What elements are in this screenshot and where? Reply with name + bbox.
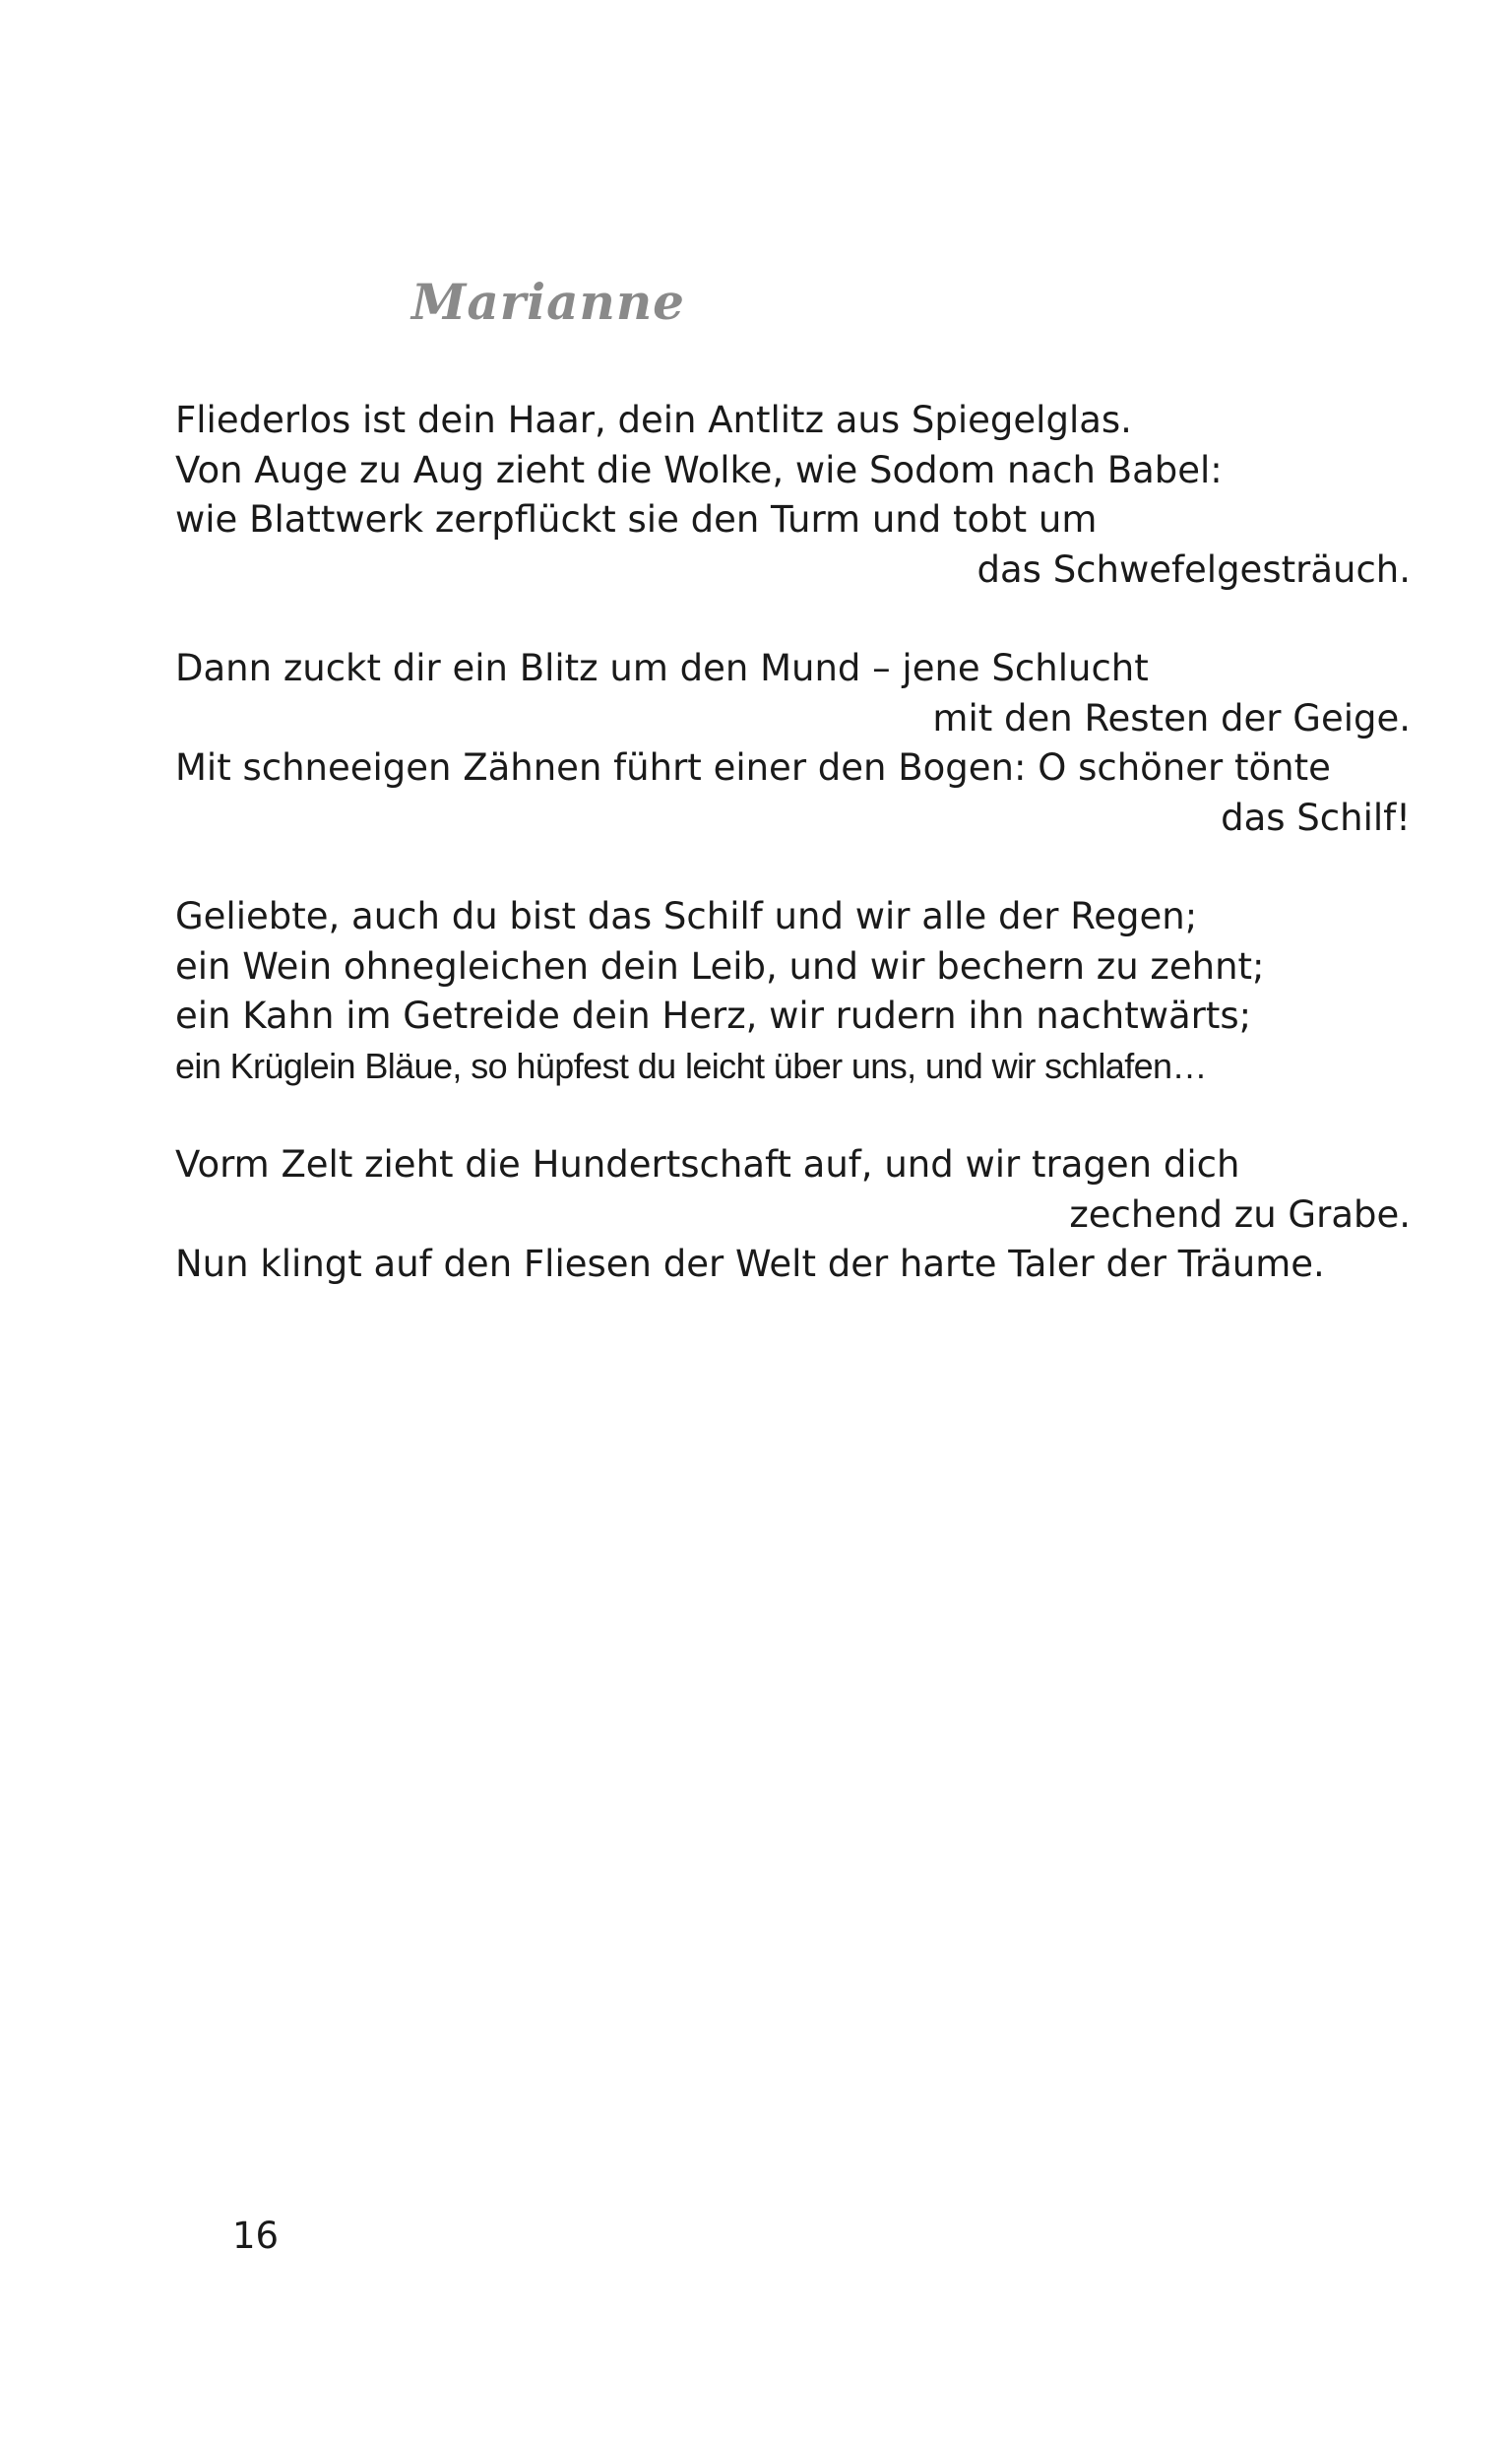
poem-line: ein Krüglein Bläue, so hüpfest du leicht über uns, und wir schlafen… [175,1045,1207,1086]
poem-line: Fliederlos ist dein Haar, dein Antlitz aus Spiegelglas. [175,399,1132,441]
poem-body [175,396,1411,1339]
poem-line-continuation: mit den Resten der Geige. [932,696,1411,739]
poem-line-continuation: das Schwefelgesträuch. [976,547,1411,591]
poem-line: Mit schneeigen Zähnen führt einer den Bogen: O schöner tönte [175,746,1331,789]
poem-title: Marianne [411,273,685,331]
poem-line-continuation: zechend zu Grabe. [1069,1192,1411,1236]
poem-line: Geliebte, auch du bist das Schilf und wir alle der Regen; [175,895,1198,937]
poem-line: Vorm Zelt zieht die Hundertschaft auf, und wir tragen dich [175,1143,1240,1186]
page-number: 16 [232,2215,280,2257]
stanza-1 [175,396,1411,595]
stanza-4 [175,1140,1411,1290]
poem-line: Dann zuckt dir ein Blitz um den Mund – jene Schlucht [175,647,1149,689]
stanza-2 [175,644,1411,843]
poem-line: ein Kahn im Getreide dein Herz, wir rudern ihn nachtwärts; [175,995,1252,1037]
poem-line: wie Blattwerk zerpflückt sie den Turm und tobt um [175,498,1098,541]
poem-line: Nun klingt auf den Fliesen der Welt der harte Taler der Träume. [175,1243,1325,1285]
poem-line-continuation: das Schilf! [1221,796,1411,839]
stanza-3 [175,892,1411,1091]
poem-line: Von Auge zu Aug zieht die Wolke, wie Sodom nach Babel: [175,448,1223,491]
poem-line: ein Wein ohnegleichen dein Leib, und wir bechern zu zehnt; [175,944,1265,988]
